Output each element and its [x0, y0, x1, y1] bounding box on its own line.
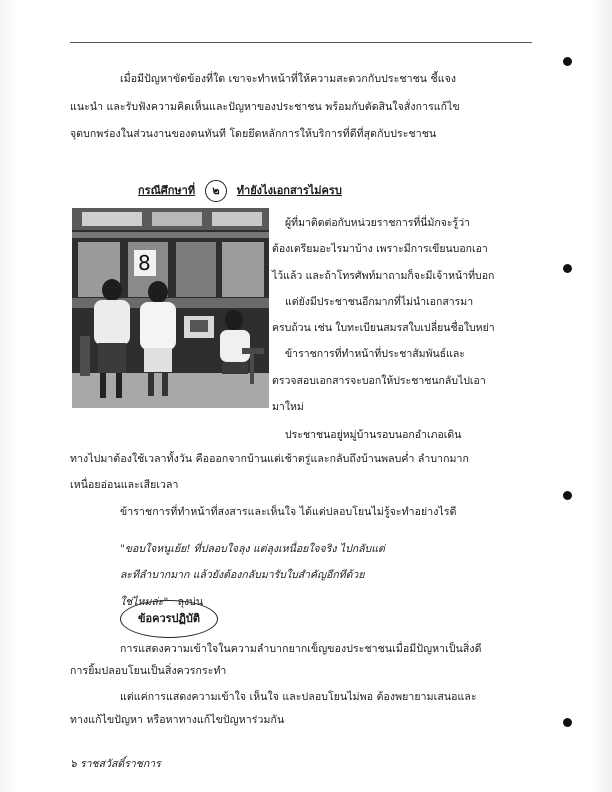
intro-line: จุดบกพร่องในส่วนงานของตนทันที โดยยึดหลักการให้บริการที่ดีที่สุดกับประชาชน: [70, 128, 437, 140]
case-line: ครบถ้วน เช่น ใบทะเบียนสมรสใบเปลี่ยนชื่อใบหย่า: [272, 322, 495, 334]
quote-line: ใช่ไหมล่ะ": [120, 596, 169, 608]
case-line: แต่ยังมีประชาชนอีกมากที่ไม่นำเอกสารมา: [285, 296, 474, 308]
binder-hole-icon: [563, 718, 572, 727]
practice-line: การยิ้มปลอบโยนเป็นสิ่งควรกระทำ: [70, 665, 227, 677]
quote-speaker: ลุงบ่น: [177, 596, 204, 608]
binder-hole-icon: [563, 264, 572, 273]
case-line: ข้าราชการที่ทำหน้าที่สงสารและเห็นใจ ได้แต่ปลอบโยนไม่รู้จะทำอย่างไรดี: [120, 506, 457, 518]
case-line: ข้าราชการที่ทำหน้าที่ประชาสัมพันธ์และ: [285, 348, 465, 360]
case-heading: [138, 180, 342, 202]
case-number-badge: ๒: [205, 180, 227, 202]
binder-hole-icon: [563, 491, 572, 500]
practice-line: การแสดงความเข้าใจในความลำบากยากเข็ญของประชาชนเมื่อมีปัญหาเป็นสิ่งดี: [120, 643, 482, 655]
case-line: ทางไปมาต้องใช้เวลาทั้งวัน คือออกจากบ้านแต่เช้าตรู่และกลับถึงบ้านพลบค่ำ ลำบากมาก: [70, 453, 470, 465]
case-line: ตรวจสอบเอกสารจะบอกให้ประชาชนกลับไปเอา: [272, 375, 486, 387]
case-line: ผู้ที่มาติดต่อกับหน่วยราชการที่นี่มักจะรู้ว่า: [285, 217, 470, 229]
office-photo: [72, 208, 269, 408]
case-heading-title: ทำยังไงเอกสารไม่ครบ: [236, 184, 342, 197]
intro-line: เมื่อมีปัญหาขัดข้องที่ใด เขาจะทำหน้าที่ให้ความสะดวกกับประชาชน ชี้แจง: [120, 73, 457, 85]
binder-hole-icon: [563, 57, 572, 66]
case-line: ประชาชนอยู่หมู่บ้านรอบนอกอำเภอเดิน: [285, 429, 462, 441]
quote-line: "ขอบใจหนูเย้ย! ที่ปลอบใจลุง แต่ลุงเหนื่อยใจจริง ไปกลับแต่: [120, 543, 385, 555]
case-line: มาใหม่: [272, 401, 304, 413]
office-photo-illustration: [72, 208, 269, 408]
intro-line: แนะนำ และรับฟังความคิดเห็นและปัญหาของประชาชน พร้อมกับตัดสินใจสั่งการแก้ไข: [70, 101, 460, 113]
practice-line: ทางแก้ไขปัญหา หรือหาทางแก้ไขปัญหาร่วมกัน: [70, 714, 285, 726]
practice-line: แต่แค่การแสดงความเข้าใจ เห็นใจ และปลอบโยนไม่พอ ต้องพยายามเสนอและ: [120, 691, 477, 703]
svg-text:8: 8: [138, 251, 151, 275]
practice-label: ข้อควรปฏิบัติ: [120, 600, 218, 638]
case-line: ต้องเตรียมอะไรมาบ้าง เพราะมีการเขียนบอกเอา: [272, 243, 488, 255]
top-rule: [70, 42, 532, 43]
quote-line: ละทีลำบากมาก แล้วยังต้องกลับมารับใบสำคัญอีกทีด้วย: [120, 569, 365, 581]
page-footer: ๖ ราชสวัสดิ์ราชการ: [70, 758, 161, 770]
case-line: ไว้แล้ว และถ้าโทรศัพท์มาถามก็จะมีเจ้าหน้าที่บอก: [272, 270, 495, 282]
case-line: เหนื่อยอ่อนและเสียเวลา: [70, 479, 179, 491]
case-heading-label: กรณีศึกษาที่: [138, 184, 196, 197]
